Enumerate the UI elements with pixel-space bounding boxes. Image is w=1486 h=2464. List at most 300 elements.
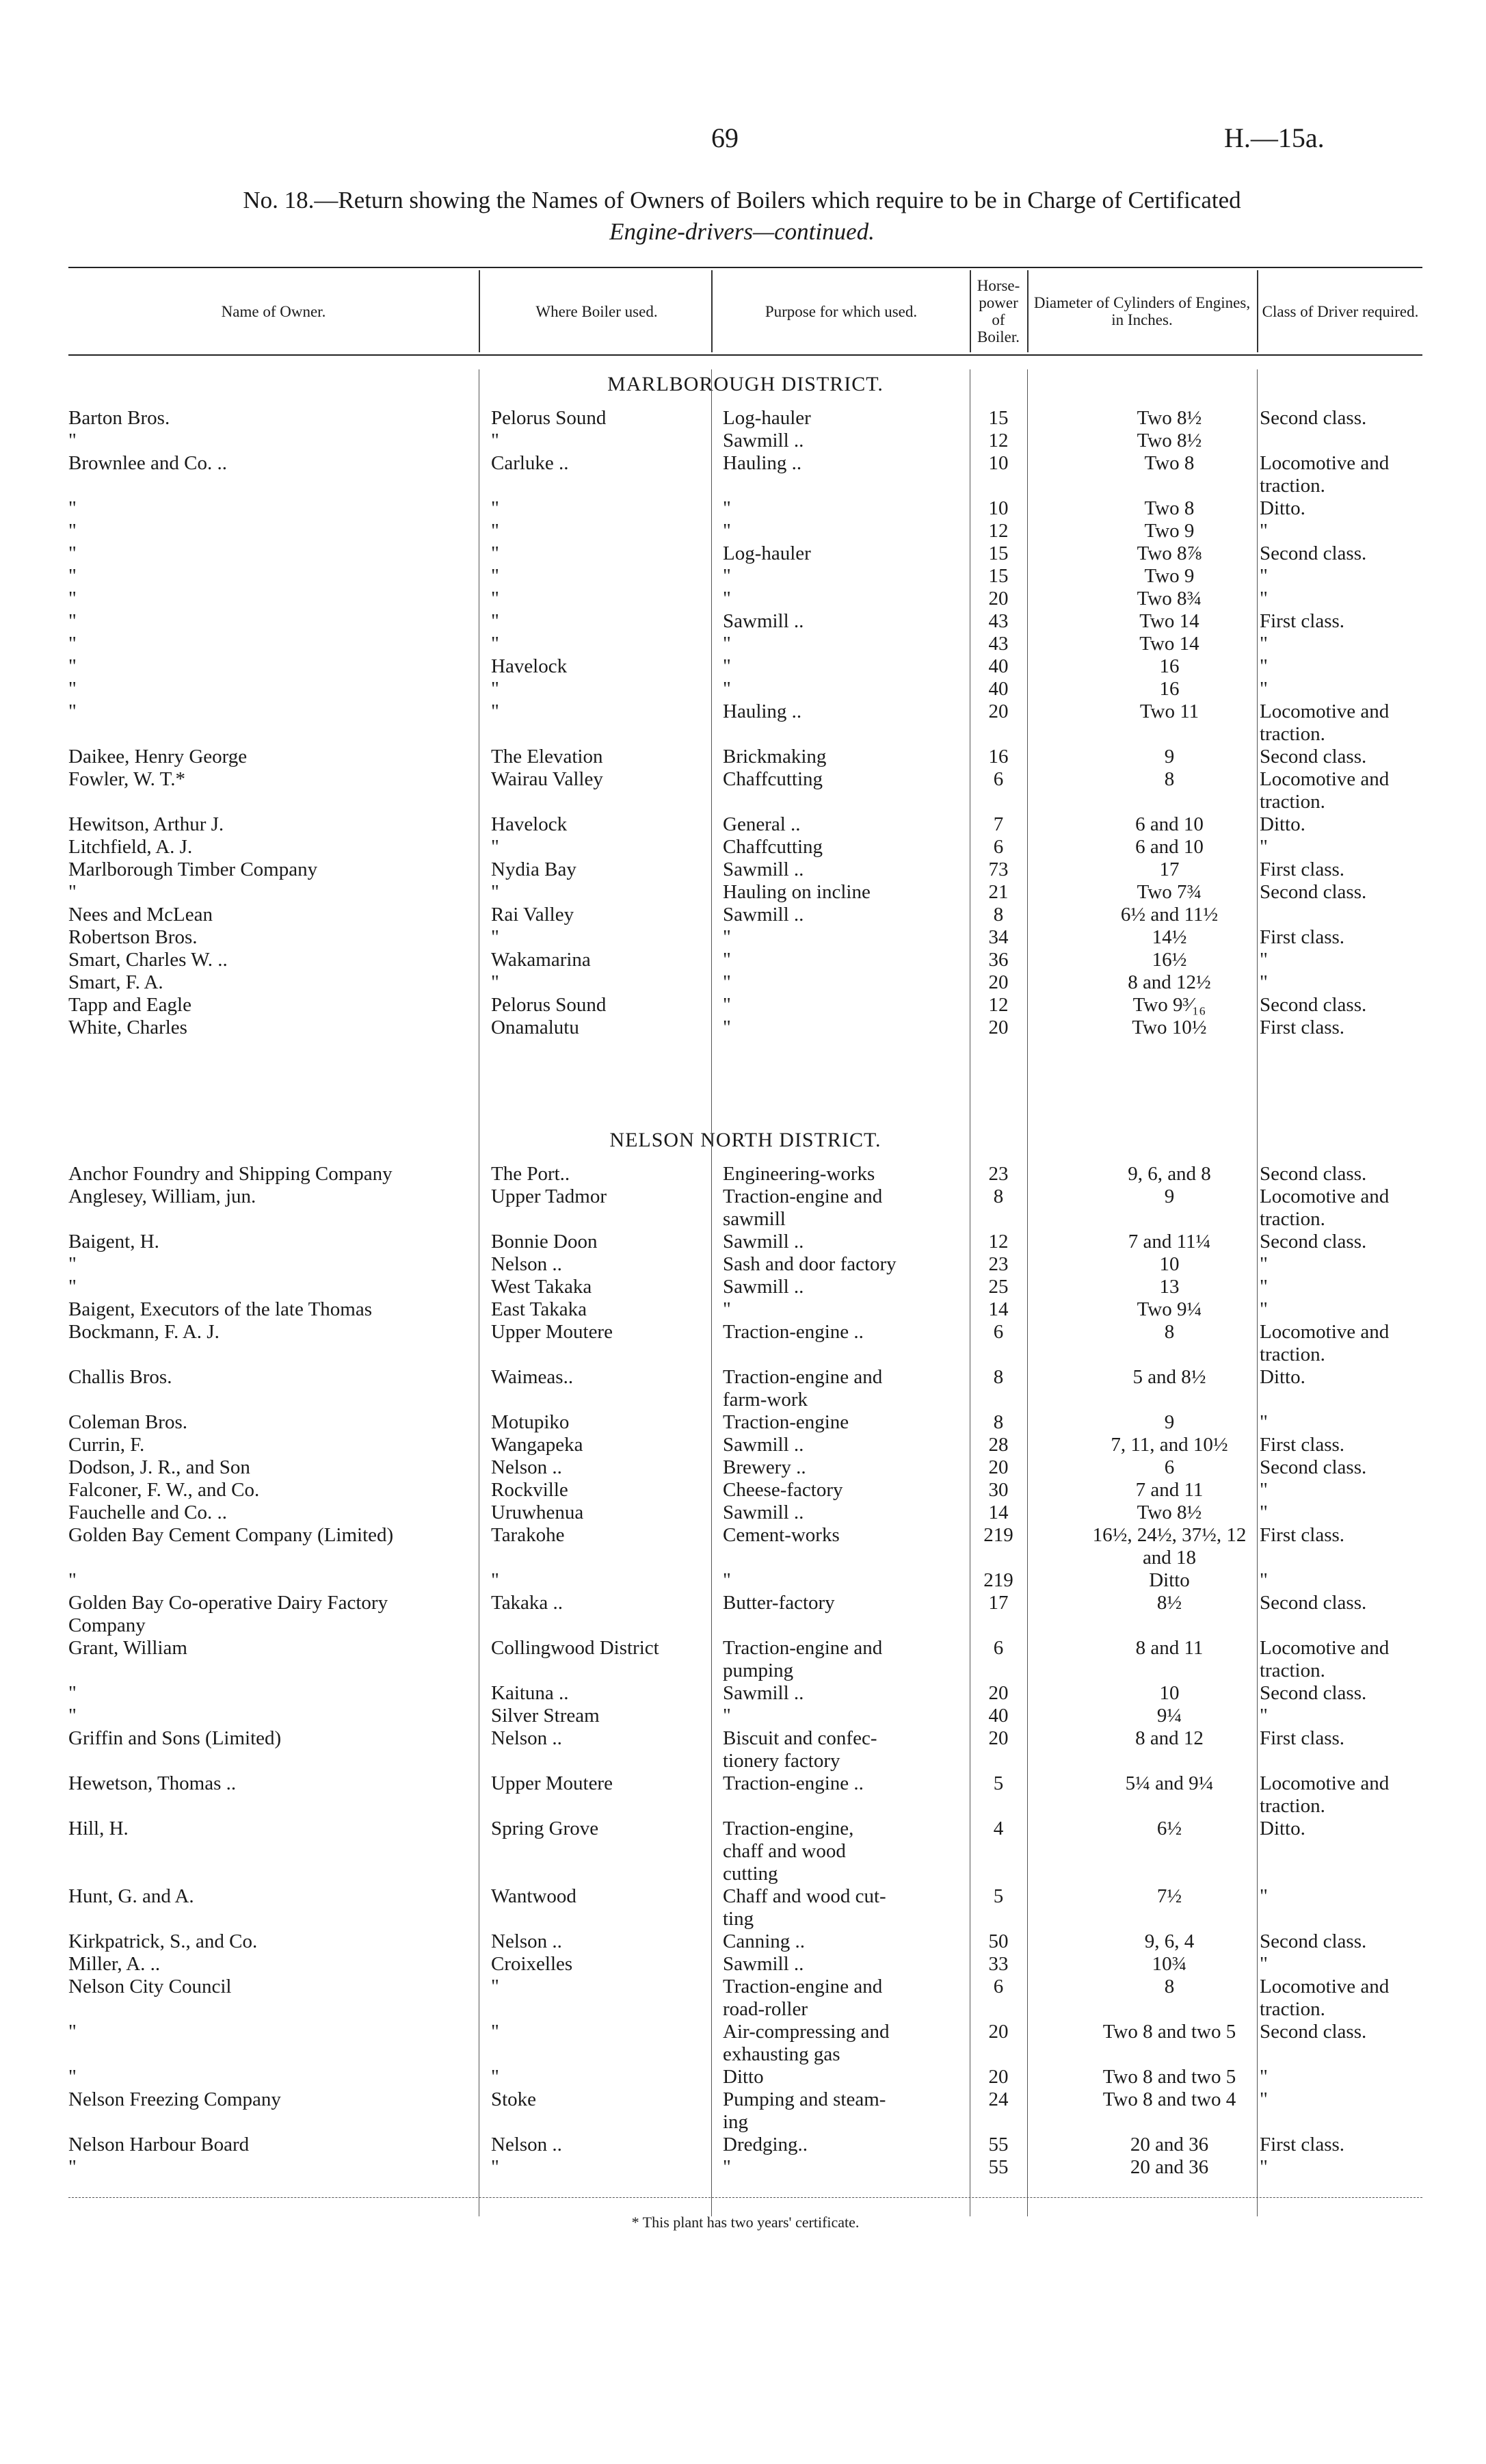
where-cell: " [491, 1569, 499, 1591]
horsepower-cell: 8 [993, 1366, 1004, 1388]
driver-class-cell: Locomotive and [1260, 1772, 1390, 1794]
horsepower-cell: 14 [988, 1502, 1009, 1523]
diameter-cell: 8 [1164, 1976, 1175, 1997]
diameter-cell: 6½ [1156, 1818, 1182, 1839]
where-cell: Havelock [491, 655, 568, 677]
purpose-cell: Pumping and steam- [723, 2088, 886, 2110]
diameter-cell: Two 9 [1144, 520, 1195, 542]
owner-cell: Anglesey, William, jun. [68, 1185, 256, 1207]
driver-class-cell: " [1260, 565, 1268, 587]
horsepower-cell: 20 [988, 2021, 1009, 2043]
owner-cell: Nelson Harbour Board [68, 2134, 250, 2155]
owner-cell: Nelson City Council [68, 1976, 232, 1997]
diameter-cell: 7 and 11 [1135, 1479, 1204, 1501]
driver-class-cell: Second class. [1260, 1456, 1367, 1478]
driver-class-cell: traction. [1260, 1660, 1325, 1681]
horsepower-cell: 20 [988, 700, 1009, 722]
driver-class-cell: " [1260, 949, 1268, 971]
where-cell: Waimeas.. [491, 1366, 574, 1388]
purpose-cell: Biscuit and confec- [723, 1727, 877, 1749]
driver-class-cell: Second class. [1260, 746, 1367, 768]
purpose-cell: Butter-factory [723, 1592, 835, 1614]
purpose-cell: Sawmill .. [723, 1276, 804, 1298]
owner-cell: Griffin and Sons (Limited) [68, 1727, 282, 1749]
owner-cell: Nees and McLean [68, 904, 213, 926]
diameter-cell: Two 7¾ [1137, 881, 1202, 903]
where-cell: Nelson .. [491, 2134, 562, 2155]
diameter-cell: 20 and 36 [1130, 2134, 1209, 2155]
return-title [68, 185, 1416, 248]
driver-class-cell: " [1260, 655, 1268, 677]
where-cell: " [491, 633, 499, 655]
owner-cell: " [68, 700, 77, 722]
purpose-cell: " [723, 1017, 731, 1038]
driver-class-cell: traction. [1260, 1795, 1325, 1817]
driver-class-cell: " [1260, 1276, 1268, 1298]
owner-cell: Smart, Charles W. .. [68, 949, 228, 971]
purpose-cell: " [723, 520, 731, 542]
col-diameter-header: Diameter of Cylinders of Engines, in Inches. [1033, 294, 1251, 328]
driver-class-cell: First class. [1260, 2134, 1345, 2155]
where-cell: Pelorus Sound [491, 994, 607, 1016]
where-cell: Wangapeka [491, 1434, 583, 1456]
driver-class-cell: First class. [1260, 1017, 1345, 1038]
where-cell: Nelson .. [491, 1253, 562, 1275]
purpose-cell: farm-work [723, 1389, 808, 1411]
horsepower-cell: 12 [988, 430, 1009, 451]
purpose-cell: Ditto [723, 2066, 764, 2088]
where-cell: Croixelles [491, 1953, 573, 1975]
purpose-cell: " [723, 1298, 731, 1320]
owner-cell: Golden Bay Co-operative Dairy Factory [68, 1592, 388, 1614]
purpose-cell: " [723, 2156, 731, 2178]
owner-cell: " [68, 655, 77, 677]
purpose-cell: Traction-engine .. [723, 1321, 864, 1343]
diameter-cell: 16 [1159, 678, 1180, 700]
horsepower-cell: 5 [993, 1772, 1004, 1794]
diameter-cell: Two 8 and two 5 [1102, 2021, 1236, 2043]
horsepower-cell: 25 [988, 1276, 1009, 1298]
purpose-cell: Traction-engine, [723, 1818, 854, 1839]
purpose-cell: Traction-engine and [723, 1637, 883, 1659]
horsepower-cell: 21 [988, 881, 1009, 903]
horsepower-cell: 6 [993, 836, 1004, 858]
driver-class-cell: Locomotive and [1260, 1976, 1390, 1997]
owner-cell: " [68, 881, 77, 903]
horsepower-cell: 12 [988, 520, 1009, 542]
horsepower-cell: 15 [988, 542, 1009, 564]
where-cell: Wakamarina [491, 949, 591, 971]
purpose-cell: Air-compressing and [723, 2021, 890, 2043]
purpose-cell: " [723, 497, 731, 519]
owner-cell: Litchfield, A. J. [68, 836, 193, 858]
purpose-cell: Chaff and wood cut- [723, 1885, 886, 1907]
diameter-cell: Two 9³⁄₁₆ [1132, 994, 1206, 1016]
district-heading: MARLBOROUGH DISTRICT. [607, 373, 884, 395]
purpose-cell: " [723, 926, 731, 948]
purpose-cell: Log-hauler [723, 542, 811, 564]
where-cell: " [491, 971, 499, 993]
where-cell: Wantwood [491, 1885, 576, 1907]
horsepower-cell: 20 [988, 1682, 1009, 1704]
owner-cell: Smart, F. A. [68, 971, 163, 993]
driver-class-cell: " [1260, 1953, 1268, 1975]
horsepower-cell: 12 [988, 1231, 1009, 1253]
driver-class-cell: traction. [1260, 1344, 1325, 1365]
driver-class-cell: " [1260, 2156, 1268, 2178]
diameter-cell: Two 8 [1144, 497, 1195, 519]
driver-class-cell: " [1260, 836, 1268, 858]
diameter-cell: 16½ [1152, 949, 1187, 971]
where-cell: " [491, 520, 499, 542]
purpose-cell: Sawmill .. [723, 1434, 804, 1456]
column-rule [711, 369, 712, 2216]
diameter-cell: 9 [1164, 746, 1175, 768]
header-divider [1027, 270, 1029, 352]
purpose-cell: exhausting gas [723, 2043, 840, 2065]
driver-class-cell: Second class. [1260, 542, 1367, 564]
horsepower-cell: 43 [988, 633, 1009, 655]
purpose-cell: " [723, 1705, 731, 1727]
purpose-cell: Canning .. [723, 1930, 806, 1952]
driver-class-cell: Ditto. [1260, 497, 1305, 519]
purpose-cell: " [723, 1569, 731, 1591]
purpose-cell: tionery factory [723, 1750, 840, 1772]
purpose-cell: Engineering-works [723, 1163, 875, 1185]
purpose-cell: Chaffcutting [723, 768, 823, 790]
purpose-cell: Cheese-factory [723, 1479, 843, 1501]
purpose-cell: " [723, 633, 731, 655]
horsepower-cell: 40 [988, 1705, 1009, 1727]
horsepower-cell: 6 [993, 1976, 1004, 1997]
title-line-2: Engine-drivers—continued. [609, 218, 875, 245]
horsepower-cell: 40 [988, 655, 1009, 677]
purpose-cell: Hauling on incline [723, 881, 871, 903]
purpose-cell: sawmill [723, 1208, 786, 1230]
where-cell: East Takaka [491, 1298, 587, 1320]
diameter-cell: 6 and 10 [1135, 813, 1204, 835]
driver-class-cell: First class. [1260, 610, 1345, 632]
diameter-cell: 7, 11, and 10½ [1111, 1434, 1228, 1456]
owner-cell: " [68, 1682, 77, 1704]
table-header [68, 270, 1422, 352]
page-number: 69 [711, 122, 739, 153]
horsepower-cell: 17 [988, 1592, 1009, 1614]
diameter-cell: Two 11 [1139, 700, 1199, 722]
horsepower-cell: 33 [988, 1953, 1009, 1975]
diameter-cell: 9, 6, 4 [1144, 1930, 1195, 1952]
where-cell: Stoke [491, 2088, 537, 2110]
header-bottom-rule [68, 354, 1422, 356]
horsepower-cell: 8 [993, 1411, 1004, 1433]
driver-class-cell: " [1260, 1502, 1268, 1523]
horsepower-cell: 7 [993, 813, 1004, 835]
driver-class-cell: " [1260, 1885, 1268, 1907]
diameter-cell: Two 8½ [1137, 407, 1202, 429]
diameter-cell: 10 [1159, 1682, 1180, 1704]
horsepower-cell: 23 [988, 1253, 1009, 1275]
horsepower-cell: 10 [988, 452, 1009, 474]
district-heading: NELSON NORTH DISTRICT. [609, 1129, 881, 1151]
owner-cell: Fowler, W. T.* [68, 768, 185, 790]
owner-cell: Baigent, Executors of the late Thomas [68, 1298, 373, 1320]
where-cell: " [491, 497, 499, 519]
where-cell: " [491, 700, 499, 722]
diameter-cell: 9 [1164, 1185, 1175, 1207]
where-cell: Spring Grove [491, 1818, 599, 1839]
driver-class-cell: " [1260, 2066, 1268, 2088]
driver-class-cell: " [1260, 678, 1268, 700]
title-line-1: No. 18.—Return showing the Names of Owners of Boilers which require to be in Charge of Certificated [243, 187, 1241, 213]
horsepower-cell: 4 [993, 1818, 1004, 1839]
owner-cell: Bockmann, F. A. J. [68, 1321, 220, 1343]
horsepower-cell: 14 [988, 1298, 1009, 1320]
col-hp-header: Horse-power of Boiler. [977, 277, 1020, 345]
purpose-cell: Sawmill .. [723, 1231, 804, 1253]
driver-class-cell: Locomotive and [1260, 768, 1390, 790]
horsepower-cell: 30 [988, 1479, 1009, 1501]
where-cell: Motupiko [491, 1411, 570, 1433]
diameter-cell: Two 8¾ [1137, 588, 1202, 610]
horsepower-cell: 6 [993, 1637, 1004, 1659]
owner-cell: Miller, A. .. [68, 1953, 161, 1975]
driver-class-cell: First class. [1260, 926, 1345, 948]
driver-class-cell: traction. [1260, 1998, 1325, 2020]
horsepower-cell: 55 [988, 2156, 1009, 2178]
owner-cell: Brownlee and Co. .. [68, 452, 227, 474]
horsepower-cell: 34 [988, 926, 1009, 948]
purpose-cell: road-roller [723, 1998, 808, 2020]
driver-class-cell: First class. [1260, 859, 1345, 880]
driver-class-cell: Second class. [1260, 1163, 1367, 1185]
owner-cell: " [68, 2021, 77, 2043]
purpose-cell: Traction-engine .. [723, 1772, 864, 1794]
owner-cell: " [68, 542, 77, 564]
purpose-cell: Sawmill .. [723, 859, 804, 880]
diameter-cell: 7 and 11¼ [1128, 1231, 1211, 1253]
diameter-cell: Ditto [1149, 1569, 1190, 1591]
purpose-cell: Traction-engine and [723, 1185, 883, 1207]
owner-cell: Currin, F. [68, 1434, 145, 1456]
col-class-header: Class of Driver required. [1262, 302, 1419, 320]
driver-class-cell: " [1260, 1298, 1268, 1320]
owner-cell: " [68, 588, 77, 610]
diameter-cell: and 18 [1142, 1547, 1197, 1569]
horsepower-cell: 24 [988, 2088, 1009, 2110]
where-cell: " [491, 678, 499, 700]
where-cell: Wairau Valley [491, 768, 603, 790]
owner-cell: " [68, 1705, 77, 1727]
where-cell: Nelson .. [491, 1727, 562, 1749]
where-cell: The Port.. [491, 1163, 570, 1185]
purpose-cell: " [723, 994, 731, 1016]
horsepower-cell: 20 [988, 588, 1009, 610]
purpose-cell: Sawmill .. [723, 1953, 804, 1975]
owner-cell: Hill, H. [68, 1818, 129, 1839]
horsepower-cell: 5 [993, 1885, 1004, 1907]
diameter-cell: 5 and 8½ [1132, 1366, 1206, 1388]
purpose-cell: Hauling .. [723, 452, 802, 474]
driver-class-cell: Ditto. [1260, 1818, 1305, 1839]
where-cell: Silver Stream [491, 1705, 600, 1727]
where-cell: " [491, 2066, 499, 2088]
purpose-cell: " [723, 949, 731, 971]
diameter-cell: Two 8½ [1137, 1502, 1202, 1523]
driver-class-cell: " [1260, 1569, 1268, 1591]
owner-cell: " [68, 497, 77, 519]
diameter-cell: Two 8½ [1137, 430, 1202, 451]
where-cell: " [491, 1976, 499, 1997]
purpose-cell: Brewery .. [723, 1456, 806, 1478]
driver-class-cell: Locomotive and [1260, 1185, 1390, 1207]
purpose-cell: Traction-engine and [723, 1976, 883, 1997]
where-cell: Havelock [491, 813, 568, 835]
where-cell: Upper Moutere [491, 1321, 613, 1343]
horsepower-cell: 20 [988, 1456, 1009, 1478]
driver-class-cell: Ditto. [1260, 813, 1305, 835]
owner-cell: Barton Bros. [68, 407, 170, 429]
header-divider [711, 270, 713, 352]
horsepower-cell: 8 [993, 904, 1004, 926]
driver-class-cell: First class. [1260, 1727, 1345, 1749]
where-cell: Onamalutu [491, 1017, 579, 1038]
diameter-cell: 8 [1164, 768, 1175, 790]
horsepower-cell: 20 [988, 2066, 1009, 2088]
diameter-cell: 10¾ [1152, 1953, 1187, 1975]
where-cell: Takaka .. [491, 1592, 563, 1614]
column-rule [1257, 369, 1258, 2216]
diameter-cell: 14½ [1152, 926, 1187, 948]
owner-cell: Anchor Foundry and Shipping Company [68, 1163, 393, 1185]
purpose-cell: cutting [723, 1863, 778, 1885]
where-cell: Collingwood District [491, 1637, 659, 1659]
owner-cell: " [68, 520, 77, 542]
owner-cell: " [68, 633, 77, 655]
purpose-cell: Traction-engine [723, 1411, 849, 1433]
driver-class-cell: " [1260, 588, 1268, 610]
horsepower-cell: 20 [988, 1017, 1009, 1038]
horsepower-cell: 6 [993, 768, 1004, 790]
driver-class-cell: Second class. [1260, 1930, 1367, 1952]
where-cell: Rai Valley [491, 904, 574, 926]
diameter-cell: 16½, 24½, 37½, 12 [1092, 1524, 1247, 1546]
diameter-cell: 13 [1159, 1276, 1180, 1298]
horsepower-cell: 55 [988, 2134, 1009, 2155]
diameter-cell: 6½ and 11½ [1120, 904, 1219, 926]
where-cell: Upper Tadmor [491, 1185, 607, 1207]
diameter-cell: 8 and 12 [1135, 1727, 1204, 1749]
purpose-cell: " [723, 678, 731, 700]
owner-cell: Fauchelle and Co. .. [68, 1502, 227, 1523]
driver-class-cell: Second class. [1260, 2021, 1367, 2043]
owner-cell: " [68, 1276, 77, 1298]
horsepower-cell: 36 [988, 949, 1009, 971]
purpose-cell: " [723, 588, 731, 610]
purpose-cell: " [723, 655, 731, 677]
purpose-cell: Sawmill .. [723, 1682, 804, 1704]
horsepower-cell: 50 [988, 1930, 1009, 1952]
diameter-cell: Two 8 and two 4 [1102, 2088, 1236, 2110]
purpose-cell: Dredging.. [723, 2134, 808, 2155]
where-cell: Rockville [491, 1479, 568, 1501]
driver-class-cell: " [1260, 1411, 1268, 1433]
owner-cell: " [68, 2066, 77, 2088]
owner-cell: Hunt, G. and A. [68, 1885, 194, 1907]
horsepower-cell: 6 [993, 1321, 1004, 1343]
purpose-cell: Hauling .. [723, 700, 802, 722]
purpose-cell: Chaffcutting [723, 836, 823, 858]
purpose-cell: pumping [723, 1660, 794, 1681]
horsepower-cell: 219 [983, 1524, 1013, 1546]
footnote: * This plant has two years' certificate. [631, 2214, 860, 2231]
owner-cell: " [68, 565, 77, 587]
column-rule [1027, 369, 1028, 2216]
where-cell: " [491, 542, 499, 564]
owner-cell: Robertson Bros. [68, 926, 198, 948]
driver-class-cell: First class. [1260, 1524, 1345, 1546]
owner-cell: Golden Bay Cement Company (Limited) [68, 1524, 394, 1546]
owner-cell: " [68, 610, 77, 632]
purpose-cell: ing [723, 2111, 749, 2133]
driver-class-cell: " [1260, 2088, 1268, 2110]
horsepower-cell: 12 [988, 994, 1009, 1016]
diameter-cell: Two 10½ [1132, 1017, 1207, 1038]
owner-cell: " [68, 678, 77, 700]
purpose-cell: Traction-engine and [723, 1366, 883, 1388]
diameter-cell: 8 and 11 [1135, 1637, 1204, 1659]
purpose-cell: Log-hauler [723, 407, 811, 429]
driver-class-cell: Second class. [1260, 881, 1367, 903]
purpose-cell: Sawmill .. [723, 430, 804, 451]
purpose-cell: General .. [723, 813, 801, 835]
where-cell: " [491, 2156, 499, 2178]
horsepower-cell: 20 [988, 971, 1009, 993]
owner-cell: White, Charles [68, 1017, 187, 1038]
where-cell: " [491, 430, 499, 451]
driver-class-cell: Second class. [1260, 1231, 1367, 1253]
driver-class-cell: Ditto. [1260, 1366, 1305, 1388]
where-cell: Kaituna .. [491, 1682, 569, 1704]
owner-cell: Tapp and Eagle [68, 994, 191, 1016]
where-cell: Nydia Bay [491, 859, 576, 880]
purpose-cell: Cement-works [723, 1524, 840, 1546]
owner-cell: Nelson Freezing Company [68, 2088, 281, 2110]
where-cell: " [491, 2021, 499, 2043]
where-cell: West Takaka [491, 1276, 592, 1298]
owner-cell: Coleman Bros. [68, 1411, 187, 1433]
where-cell: " [491, 881, 499, 903]
diameter-cell: Two 8⅞ [1137, 542, 1202, 564]
diameter-cell: Two 8 [1144, 452, 1195, 474]
horsepower-cell: 16 [988, 746, 1009, 768]
purpose-cell: Sash and door factory [723, 1253, 897, 1275]
driver-class-cell: Locomotive and [1260, 1637, 1390, 1659]
where-cell: " [491, 588, 499, 610]
diameter-cell: Two 8 and two 5 [1102, 2066, 1236, 2088]
where-cell: The Elevation [491, 746, 603, 768]
owner-cell: " [68, 1253, 77, 1275]
where-cell: " [491, 926, 499, 948]
owner-cell: Grant, William [68, 1637, 187, 1659]
driver-class-cell: First class. [1260, 1434, 1345, 1456]
purpose-cell: Sawmill .. [723, 904, 804, 926]
diameter-cell: 8½ [1156, 1592, 1182, 1614]
driver-class-cell: traction. [1260, 1208, 1325, 1230]
where-cell: " [491, 836, 499, 858]
driver-class-cell: Locomotive and [1260, 452, 1390, 474]
where-cell: " [491, 565, 499, 587]
col-owner-header: Name of Owner. [221, 302, 326, 320]
